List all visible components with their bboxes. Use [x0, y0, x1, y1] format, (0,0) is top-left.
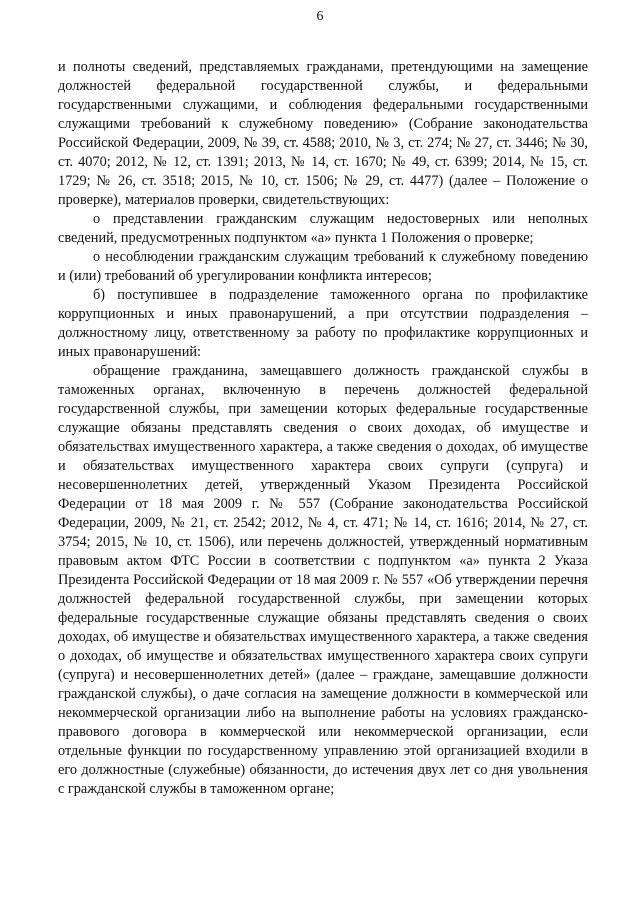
paragraph-non-compliance: о несоблюдении гражданским служащим требований к служебному поведению и (или) требований об урегулировании конфликта интересов; — [58, 249, 588, 284]
paragraph-item-b: б) поступившее в подразделение таможенного органа по профилактике коррупционных и иных правонарушений, а при отсутствии подразделения – должностному лицу, ответственному за работу по профилактике коррупционных и иных правонарушений: — [58, 287, 588, 360]
page-number: 6 — [316, 9, 324, 24]
paragraph-false-information: о представлении гражданским служащим недостоверных или неполных сведений, предусмотренных подпунктом «а» пункта 1 Положения о проверке; — [58, 211, 588, 246]
paragraph-citizen-appeal: обращение гражданина, замещавшего должность гражданской службы в таможенных органах, включенную в перечень должностей федеральной государственной службы, при замещении которых федеральные государственные служащие обязаны представлять сведения о своих доходах, об имуществе и обязательствах имущественного характера, а также сведения о доходах, об имуществе и обязательствах имущественного характера своих супруги (супруга) и несовершеннолетних детей, утвержденный Указом Президента Российской Федерации от 18 мая 2009 г. № 557 (Собрание законодательства Российской Федерации, 2009, № 21, ст. 2542; 2012, № 4, ст. 471; № 14, ст. 1616; 2014, № 27, ст. 3754; 2015, № 10, ст. 1506), или перечень должностей, утвержденный нормативным правовым актом ФТС России в соответствии с подпунктом «а» пункта 2 Указа Президента Российской Федерации от 18 мая 2009 г. № 557 «Об утверждении перечня должностей федеральной государственной службы, при замещении которых федеральные государственные служащие обязаны представлять сведения о своих доходах, об имуществе и обязательствах имущественного характера, а также сведения о доходах, об имуществе и обязательствах имущественного характера своих супруги (супруга) и несовершеннолетних детей» (далее – граждане, замещавшие должности гражданской службы), о даче согласия на замещение должности в коммерческой или некоммерческой организации либо на выполнение работы на условиях гражданско-правового договора в коммерческой или некоммерческой организации, если отдельные функции по государственному управлению этой организацией входили в его должностные (служебные) обязанности, до истечения двух лет со дня увольнения с гражданской службы в таможенном органе; — [58, 363, 588, 797]
body-text — [58, 58, 588, 799]
paragraph-continuation: и полноты сведений, представляемых гражданами, претендующими на замещение должностей федеральной государственной службы, и федеральными государственными служащими, и соблюдения федеральными государственными служащими требований к служебному поведению» (Собрание законодательства Российской Федерации, 2009, № 39, ст. 4588; 2010, № 3, ст. 274; № 27, ст. 3446; № 30, ст. 4070; 2012, № 12, ст. 1391; 2013, № 14, ст. 1670; № 49, ст. 6399; 2014, № 15, ст. 1729; № 26, ст. 3518; 2015, № 10, ст. 1506; № 29, ст. 4477) (далее – Положение о проверке), материалов проверки, свидетельствующих: — [58, 59, 588, 208]
